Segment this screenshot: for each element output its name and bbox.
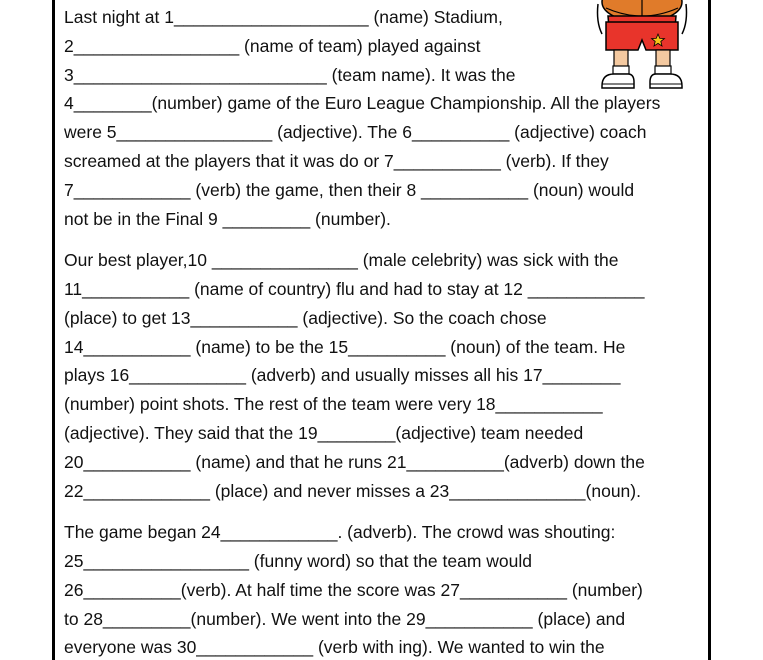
story-text: [64, 3, 704, 660]
story-line: (adjective). They said that the 19________(adjective) team needed: [64, 422, 584, 443]
story-line: The game began 24____________. (adverb). The crowd was shouting:: [64, 522, 616, 543]
frame-left-border: [52, 0, 55, 660]
story-line: 14___________ (name) to be the 15__________ (noun) of the team. He: [64, 336, 626, 357]
paragraph-2: [64, 246, 704, 505]
paragraph-gap: [64, 505, 704, 518]
story-line: (number) point shots. The rest of the team were very 18___________: [64, 394, 603, 415]
story-line: plays 16____________ (adverb) and usually misses all his 17________: [64, 365, 621, 386]
story-line: (place) to get 13___________ (adjective). So the coach chose: [64, 307, 547, 328]
story-line: everyone was 30____________ (verb with ing). We wanted to win the: [64, 637, 605, 658]
frame-right-border: [708, 0, 711, 660]
story-line: 20___________ (name) and that he runs 21__________(adverb) down the: [64, 451, 645, 472]
story-line: 4________(number) game of the Euro League Championship. All the players: [64, 93, 661, 114]
story-line: not be in the Final 9 _________ (number).: [64, 208, 391, 229]
story-line: were 5________________ (adjective). The 6__________ (adjective) coach: [64, 122, 647, 143]
story-line: 25_________________ (funny word) so that the team would: [64, 550, 532, 571]
story-line: Last night at 1____________________ (name) Stadium,: [64, 7, 503, 27]
story-line: 22_____________ (place) and never misses a 23______________(noun).: [64, 480, 641, 501]
paragraph-1: [64, 3, 704, 233]
story-line: 3__________________________ (team name). It was the: [64, 64, 516, 85]
story-line: 7____________ (verb) the game, then their 8 ___________ (noun) would: [64, 179, 635, 200]
paragraph-3: [64, 518, 704, 660]
story-line: 2_________________ (name of team) played against: [64, 35, 481, 56]
story-line: screamed at the players that it was do or 7___________ (verb). If they: [64, 150, 609, 171]
paragraph-gap: [64, 233, 704, 246]
story-line: 26__________(verb). At half time the score was 27___________ (number): [64, 579, 643, 600]
story-line: to 28_________(number). We went into the 29___________ (place) and: [64, 608, 626, 629]
story-line: Our best player,10 _______________ (male celebrity) was sick with the: [64, 250, 619, 271]
story-line: 11___________ (name of country) flu and had to stay at 12 ____________: [64, 278, 645, 299]
